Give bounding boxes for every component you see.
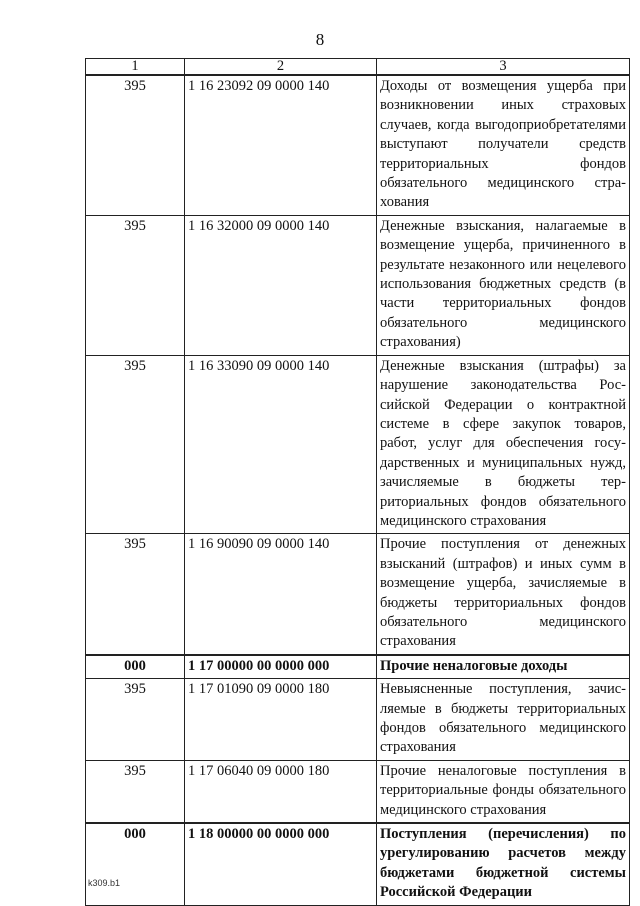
document-footer-code: k309.b1 xyxy=(88,878,121,888)
budget-code-cell: 1 16 23092 09 0000 140 xyxy=(185,75,377,215)
admin-code-cell: 395 xyxy=(86,215,185,355)
income-name-cell: Прочие неналоговые доходы xyxy=(377,655,630,679)
table-row xyxy=(86,760,630,823)
page-number: 8 xyxy=(315,30,325,49)
income-name-cell: Поступления (перечисления) по урегулированию расчетов между бюджетами бюджетной системы Российской Федерации xyxy=(377,823,630,905)
budget-code-cell: 1 17 01090 09 0000 180 xyxy=(185,679,377,761)
admin-code-cell: 000 xyxy=(86,655,185,679)
budget-code-cell: 1 17 06040 09 0000 180 xyxy=(185,760,377,823)
income-name-cell: Денежные взыскания (штрафы) за нарушение законодательства Российской Федерации о контрактной системе в сфере закупок товаров, работ, услуг для обеспечения государственных и муниципальных нужд, зачисляемые в бюджеты территориальных фондов обязательного медицинского страхования xyxy=(377,355,630,534)
table-row xyxy=(86,355,630,534)
budget-code-cell: 1 16 33090 09 0000 140 xyxy=(185,355,377,534)
income-name-cell: Доходы от возмещения ущерба при возникновении иных страховых случаев, когда выгодоприобретателями выступают получатели средств территориальных фондов обязательного медицинского страхования xyxy=(377,75,630,215)
budget-classification-table xyxy=(85,58,630,906)
income-name-cell: Невыясненные поступления, зачисляемые в бюджеты территориальных фондов обязательного медицинского страхования xyxy=(377,679,630,761)
budget-code-cell: 1 18 00000 00 0000 000 xyxy=(185,823,377,905)
admin-code-cell: 395 xyxy=(86,679,185,761)
income-name-cell: Прочие неналоговые поступления в территориальные фонды обязательного медицинского страхования xyxy=(377,760,630,823)
table-header-row xyxy=(86,59,630,76)
admin-code-cell: 395 xyxy=(86,760,185,823)
budget-code-cell: 1 16 90090 09 0000 140 xyxy=(185,534,377,655)
table-row xyxy=(86,215,630,355)
column-header-3: 3 xyxy=(377,59,630,76)
table-row-section xyxy=(86,823,630,905)
table-row xyxy=(86,534,630,655)
admin-code-cell: 395 xyxy=(86,355,185,534)
admin-code-cell: 395 xyxy=(86,534,185,655)
column-header-2: 2 xyxy=(185,59,377,76)
admin-code-cell: 395 xyxy=(86,75,185,215)
table-row xyxy=(86,679,630,761)
income-name-cell: Прочие поступления от денежных взысканий (штрафов) и иных сумм в возмещение ущерба, зачисляемые в бюджеты территориальных фондов обязательного медицинского страхования xyxy=(377,534,630,655)
column-header-1: 1 xyxy=(86,59,185,76)
admin-code-cell: 000 xyxy=(86,823,185,905)
table-row-section xyxy=(86,655,630,679)
budget-code-cell: 1 16 32000 09 0000 140 xyxy=(185,215,377,355)
budget-code-cell: 1 17 00000 00 0000 000 xyxy=(185,655,377,679)
income-name-cell: Денежные взыскания, налагаемые в возмещение ущерба, причиненного в результате незаконного или нецелевого использования бюджетных средств (в части территориальных фондов обязательного медицинского страхования) xyxy=(377,215,630,355)
table-row xyxy=(86,75,630,215)
